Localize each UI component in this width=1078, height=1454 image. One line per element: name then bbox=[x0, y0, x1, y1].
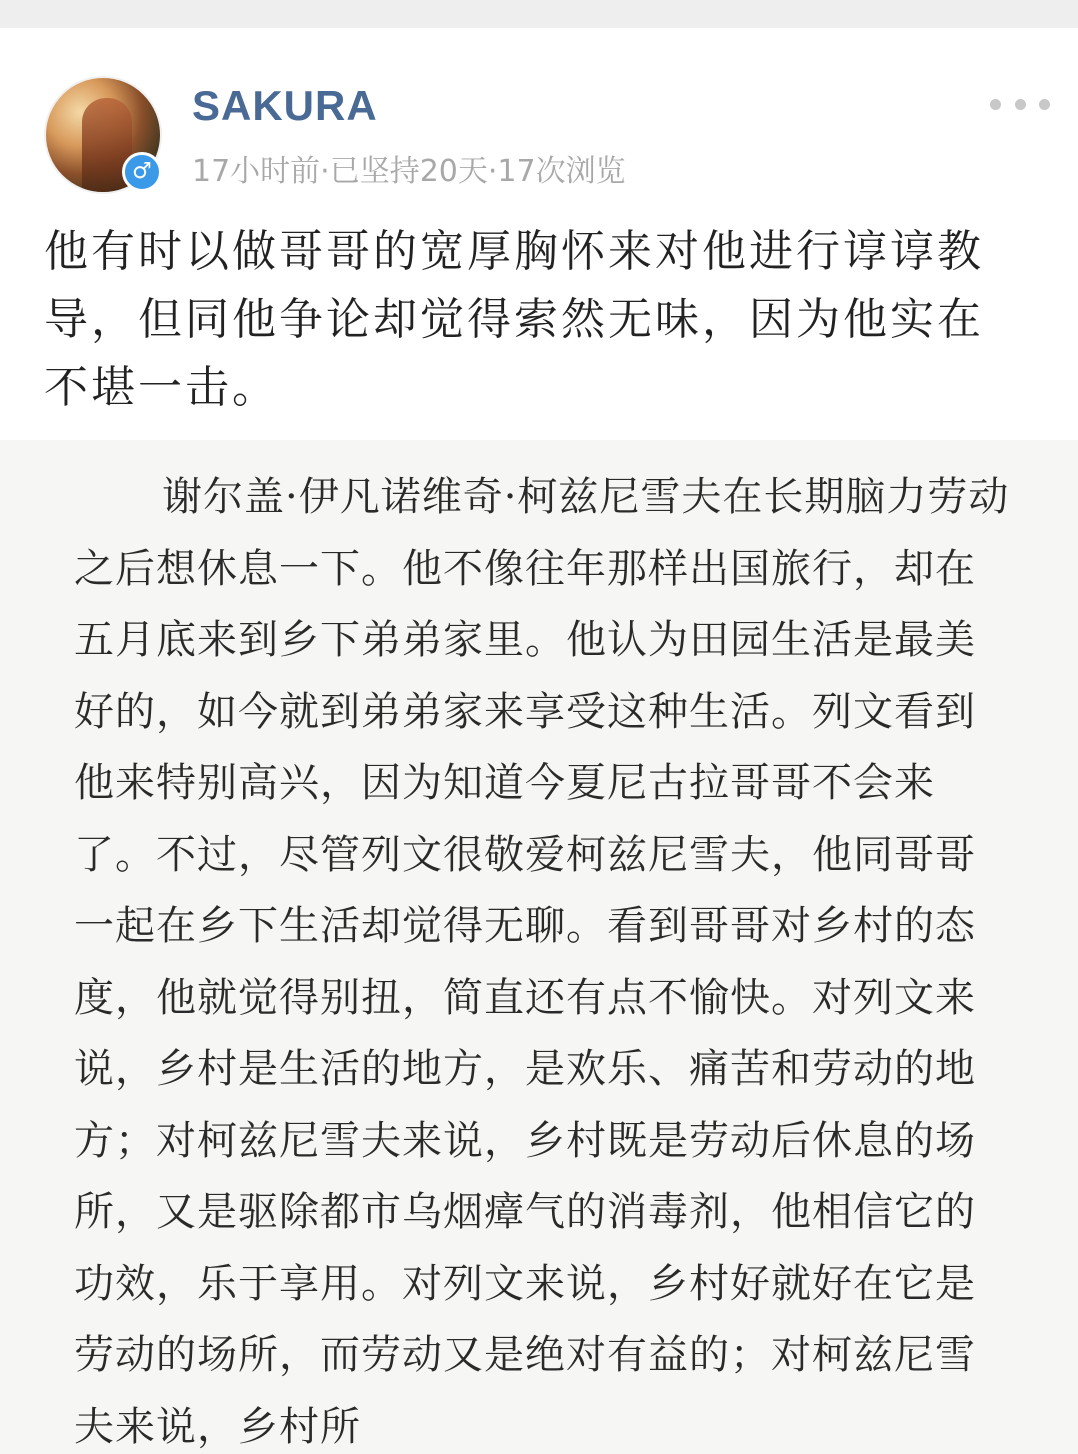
post-meta: 17小时前·已坚持20天·17次浏览 bbox=[192, 154, 626, 189]
post-photo[interactable] bbox=[0, 440, 1078, 1454]
top-bar bbox=[0, 0, 1078, 28]
male-gender-icon: ♂ bbox=[122, 152, 162, 192]
username[interactable]: SAKURA bbox=[192, 82, 378, 129]
dot-icon bbox=[1015, 99, 1026, 110]
post-caption: 他有时以做哥哥的宽厚胸怀来对他进行谆谆教导，但同他争论却觉得索然无味，因为他实在不堪一击。 bbox=[44, 226, 984, 413]
dot-icon bbox=[990, 99, 1001, 110]
book-page-text: 谢尔盖·伊凡诺维奇·柯兹尼雪夫在长期脑力劳动之后想休息一下。他不像往年那样出国旅行，却在五月底来到乡下弟弟家里。他认为田园生活是最美好的，如今就到弟弟家来享受这种生活。列文看到他来特别高兴，因为知道今夏尼古拉哥哥不会来了。不过，尽管列文很敬爱柯兹尼雪夫，他同哥哥一起在乡下生活却觉得无聊。看到哥哥对乡村的态度，他就觉得别扭，简直还有点不愉快。对列文来说，乡村是生活的地方，是欢乐、痛苦和劳动的地方；对柯兹尼雪夫来说，乡村既是劳动后休息的场所，又是驱除都市乌烟瘴气的消毒剂，他相信它的功效，乐于享用。对列文来说，乡村好就好在它是劳动的场所，而劳动又是绝对有益的；对柯兹尼雪夫来说，乡村所 bbox=[74, 474, 1010, 1450]
more-options-icon[interactable] bbox=[990, 94, 1050, 114]
dot-icon bbox=[1039, 99, 1050, 110]
